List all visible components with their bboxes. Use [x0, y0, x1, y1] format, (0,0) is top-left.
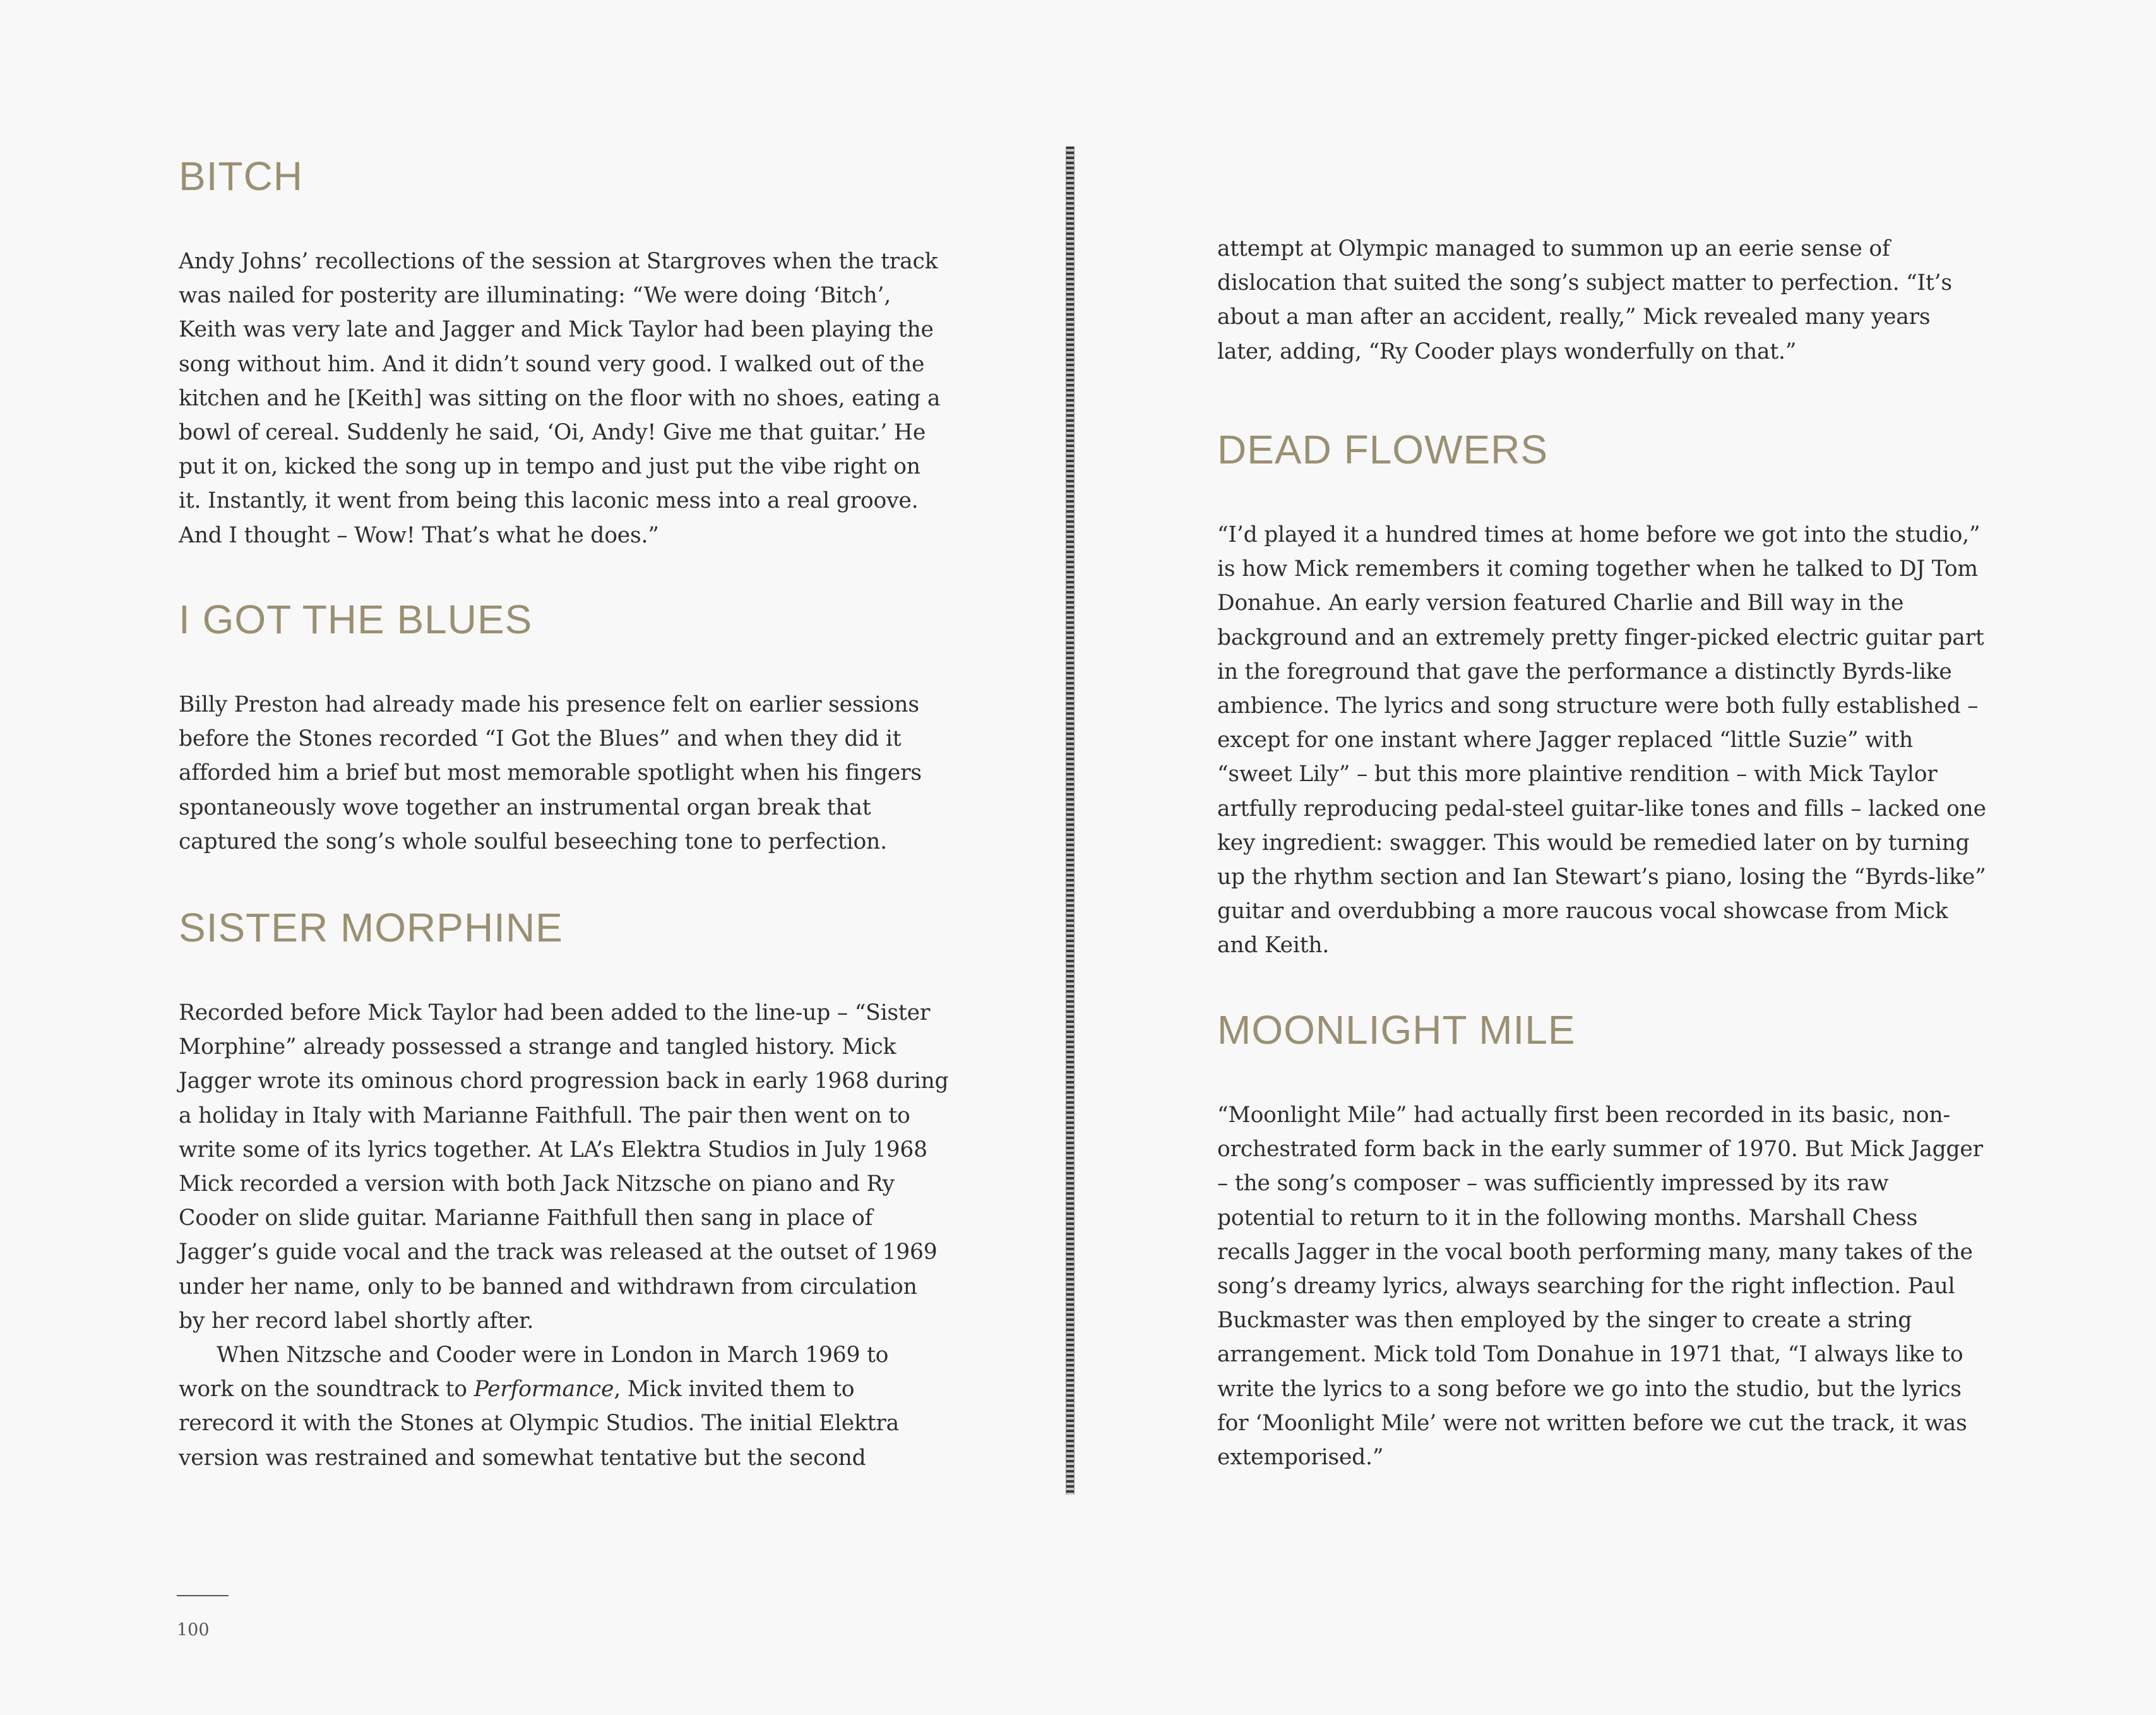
spine-gutter [1066, 146, 1075, 1495]
section-moonlight-mile [1217, 1007, 1987, 1474]
paragraph-blues: Billy Preston had already made his presence felt on earlier sessions before the Stones recorded “I Got the Blues” and when they did it afforded him a brief but most memorable spotlight when his fingers spontaneously wove together an instrumental organ break that captured the song’s whole soulful beseeching tone to perfection. [179, 692, 922, 854]
section-i-got-the-blues [179, 599, 949, 859]
section-sister-morphine [179, 907, 949, 1475]
section-dead-flowers [1217, 429, 1987, 963]
film-title-performance: Performance [473, 1377, 614, 1402]
section-morphine-continued [1217, 232, 1987, 369]
section-heading-dead-flowers: DEAD FLOWERS [1217, 427, 1549, 472]
folio-rule [177, 1595, 229, 1596]
paragraph-morphine-1: Recorded before Mick Taylor had been added to the line-up – “Sister Morphine” already possessed a strange and tangled history. Mick Jagger wrote its ominous chord progression back in early 1968 during a holiday in Italy with Marianne Faithfull. The pair then went on to write some of its lyrics together. At LA’s Elektra Studios in July 1968 Mick recorded a version with both Jack Nitzsche on piano and Ry Cooder on slide guitar. Marianne Faithfull then sang in place of Jagger’s guide vocal and the track was released at the outset of 1969 under her name, only to be banned and withdrawn from circulation by her record label shortly after. [179, 1000, 949, 1334]
morphine-p2-after: , Mick invited them to rerecord it with the Stones at Olympic Studios. The initial Elektra version was restrained and somewhat tentative but the second [179, 1377, 899, 1471]
paragraph-dead-flowers: “I’d played it a hundred times at home before we got into the studio,” is how Mick remembers it coming together when he talked to DJ Tom Donahue. An early version featured Charlie and Bill way in the background and an extremely pretty finger-picked electric guitar part in the foreground that gave the performance a distinctly Byrds-like ambience. The lyrics and song structure were both fully established – except for one instant where Jagger replaced “little Suzie” with “sweet Lily” – but this more plaintive rendition – with Mick Taylor artfully reproducing pedal-steel guitar-like tones and fills – lacked one key ingredient: swagger. This would be remedied later on by turning up the rhythm section and Ian Stewart’s piano, losing the “Byrds-like” guitar and overdubbing a more raucous vocal showcase from Mick and Keith. [1217, 522, 1986, 959]
paragraph-morphine-2 [179, 1338, 949, 1475]
section-bitch [179, 153, 949, 553]
section-heading-bitch: BITCH [179, 153, 303, 199]
page-number: 100 [177, 1620, 210, 1640]
morphine-p2-before: When Nitzsche and Cooder were in London in March 1969 to work on the soundtrack to [179, 1342, 889, 1402]
section-heading-morphine: SISTER MORPHINE [179, 905, 563, 950]
section-heading-blues: I GOT THE BLUES [179, 597, 533, 642]
paragraph-moonlight-mile: “Moonlight Mile” had actually first been recorded in its basic, non-orchestrated form back in the early summer of 1970. But Mick Jagger – the song’s composer – was sufficiently impressed by its raw potential to return to it in the following months. Marshall Chess recalls Jagger in the vocal booth performing many, many takes of the song’s dreamy lyrics, always searching for the right inflection. Paul Buckmaster was then employed by the singer to create a string arrangement. Mick told Tom Donahue in 1971 that, “I always like to write the lyrics to a song before we go into the studio, but the lyrics for ‘Moonlight Mile’ were not written before we cut the track, it was extemporised.” [1217, 1102, 1983, 1471]
paragraph-bitch: Andy Johns’ recollections of the session at Stargroves when the track was nailed for posterity are illuminating: “We were doing ‘Bitch’, Keith was very late and Jagger and Mick Taylor had been playing the song without him. And it didn’t sound very good. I walked out of the kitchen and he [Keith] was sitting on the floor with no shoes, eating a bowl of cereal. Suddenly he said, ‘Oi, Andy! Give me that guitar.’ He put it on, kicked the song up in tempo and just put the vibe right on it. Instantly, it went from being this laconic mess into a real groove. And I thought – Wow! That’s what he does.” [179, 249, 941, 548]
paragraph-morphine-continued: attempt at Olympic managed to summon up an eerie sense of dislocation that suited the song’s subject matter to perfection. “It’s about a man after an accident, really,” Mick revealed many years later, adding, “Ry Cooder plays wonderfully on that.” [1217, 236, 1952, 364]
section-heading-moonlight-mile: MOONLIGHT MILE [1217, 1007, 1576, 1053]
